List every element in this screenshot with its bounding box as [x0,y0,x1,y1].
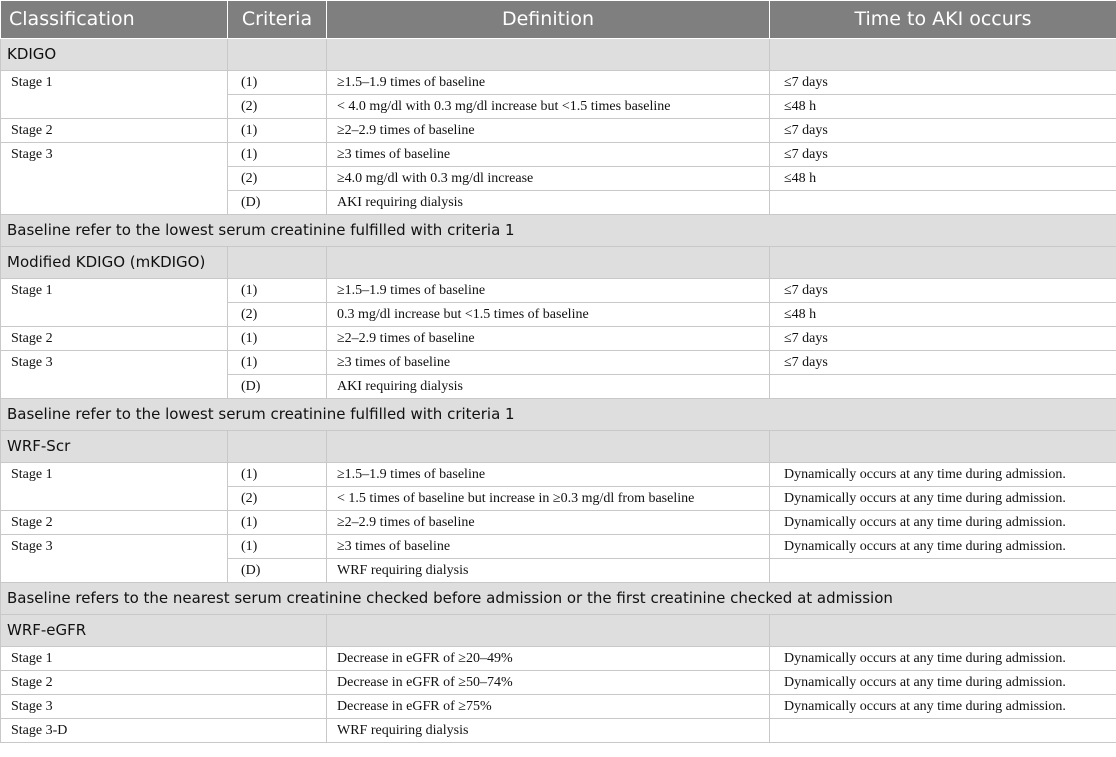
table-row [1,279,1116,303]
criteria-cell: (1) [228,143,327,167]
definition-cell: ≥2–2.9 times of baseline [327,511,770,535]
definition-cell: ≥3 times of baseline [327,143,770,167]
table-row [1,535,1116,559]
time-cell: ≤7 days [770,327,1116,351]
stage-label: Stage 3 [1,695,327,719]
time-cell: Dynamically occurs at any time during admission. [770,535,1116,559]
table-row [1,327,1116,351]
definition-cell: ≥2–2.9 times of baseline [327,327,770,351]
definition-cell: AKI requiring dialysis [327,191,770,215]
definition-cell: ≥4.0 mg/dl with 0.3 mg/dl increase [327,167,770,191]
time-cell: ≤48 h [770,303,1116,327]
table-row [1,351,1116,375]
definition-cell: ≥1.5–1.9 times of baseline [327,279,770,303]
table-row [1,143,1116,167]
stage-label: Stage 3 [1,143,228,215]
definition-cell: ≥1.5–1.9 times of baseline [327,71,770,95]
section-header-kdigo [1,39,1116,71]
criteria-cell: (1) [228,511,327,535]
criteria-cell: (1) [228,351,327,375]
time-cell: ≤48 h [770,167,1116,191]
stage-label: Stage 1 [1,463,228,511]
criteria-cell: (1) [228,71,327,95]
criteria-cell: (2) [228,95,327,119]
table-row [1,695,1116,719]
table-row [1,463,1116,487]
criteria-cell: (2) [228,303,327,327]
criteria-cell: (D) [228,375,327,399]
stage-label: Stage 2 [1,119,228,143]
section-header-wrf-scr [1,431,1116,463]
table-row [1,647,1116,671]
baseline-note: Baseline refer to the lowest serum creatinine fulfilled with criteria 1 [1,215,1116,247]
baseline-note: Baseline refer to the lowest serum creatinine fulfilled with criteria 1 [1,399,1116,431]
header-criteria: Criteria [228,1,327,39]
criteria-cell: (1) [228,279,327,303]
definition-cell: Decrease in eGFR of ≥20–49% [327,647,770,671]
criteria-cell: (1) [228,535,327,559]
stage-label: Stage 1 [1,279,228,327]
definition-cell: WRF requiring dialysis [327,559,770,583]
time-cell: ≤7 days [770,119,1116,143]
header-classification: Classification [1,1,228,39]
criteria-cell: (2) [228,487,327,511]
time-cell [770,559,1116,583]
time-cell: Dynamically occurs at any time during admission. [770,463,1116,487]
section-title: KDIGO [1,39,228,71]
definition-cell: ≥3 times of baseline [327,351,770,375]
section-title: WRF-Scr [1,431,228,463]
time-cell [770,719,1116,743]
table-row [1,119,1116,143]
time-cell: ≤7 days [770,71,1116,95]
definition-cell: < 4.0 mg/dl with 0.3 mg/dl increase but <1.5 times baseline [327,95,770,119]
criteria-cell: (1) [228,327,327,351]
stage-label: Stage 3 [1,351,228,399]
stage-label: Stage 2 [1,327,228,351]
time-cell: Dynamically occurs at any time during admission. [770,671,1116,695]
definition-cell: Decrease in eGFR of ≥75% [327,695,770,719]
stage-label: Stage 3-D [1,719,327,743]
section-header-mkdigo [1,247,1116,279]
time-cell [770,375,1116,399]
table-row [1,511,1116,535]
stage-label: Stage 2 [1,511,228,535]
criteria-cell: (D) [228,559,327,583]
baseline-note: Baseline refers to the nearest serum creatinine checked before admission or the first creatinine checked at admission [1,583,1116,615]
section-note-wrf-scr [1,583,1116,615]
header-row [1,1,1116,39]
table-row [1,719,1116,743]
stage-label: Stage 1 [1,71,228,119]
definition-cell: ≥1.5–1.9 times of baseline [327,463,770,487]
stage-label: Stage 3 [1,535,228,583]
criteria-cell: (1) [228,463,327,487]
time-cell: Dynamically occurs at any time during admission. [770,647,1116,671]
definition-cell: ≥2–2.9 times of baseline [327,119,770,143]
section-title: WRF-eGFR [1,615,327,647]
header-time: Time to AKI occurs [770,1,1116,39]
definition-cell: < 1.5 times of baseline but increase in ≥0.3 mg/dl from baseline [327,487,770,511]
definition-cell: 0.3 mg/dl increase but <1.5 times of baseline [327,303,770,327]
section-note-kdigo [1,215,1116,247]
criteria-cell: (1) [228,119,327,143]
time-cell: ≤7 days [770,279,1116,303]
definition-cell: Decrease in eGFR of ≥50–74% [327,671,770,695]
definition-cell: ≥3 times of baseline [327,535,770,559]
stage-label: Stage 1 [1,647,327,671]
section-note-mkdigo [1,399,1116,431]
time-cell: Dynamically occurs at any time during admission. [770,487,1116,511]
definition-cell: WRF requiring dialysis [327,719,770,743]
criteria-cell: (D) [228,191,327,215]
table-row [1,671,1116,695]
criteria-cell: (2) [228,167,327,191]
section-header-wrf-egfr [1,615,1116,647]
time-cell [770,191,1116,215]
time-cell: ≤48 h [770,95,1116,119]
table-row [1,71,1116,95]
time-cell: Dynamically occurs at any time during admission. [770,511,1116,535]
stage-label: Stage 2 [1,671,327,695]
time-cell: Dynamically occurs at any time during admission. [770,695,1116,719]
section-title: Modified KDIGO (mKDIGO) [1,247,228,279]
header-definition: Definition [327,1,770,39]
time-cell: ≤7 days [770,143,1116,167]
time-cell: ≤7 days [770,351,1116,375]
definition-cell: AKI requiring dialysis [327,375,770,399]
